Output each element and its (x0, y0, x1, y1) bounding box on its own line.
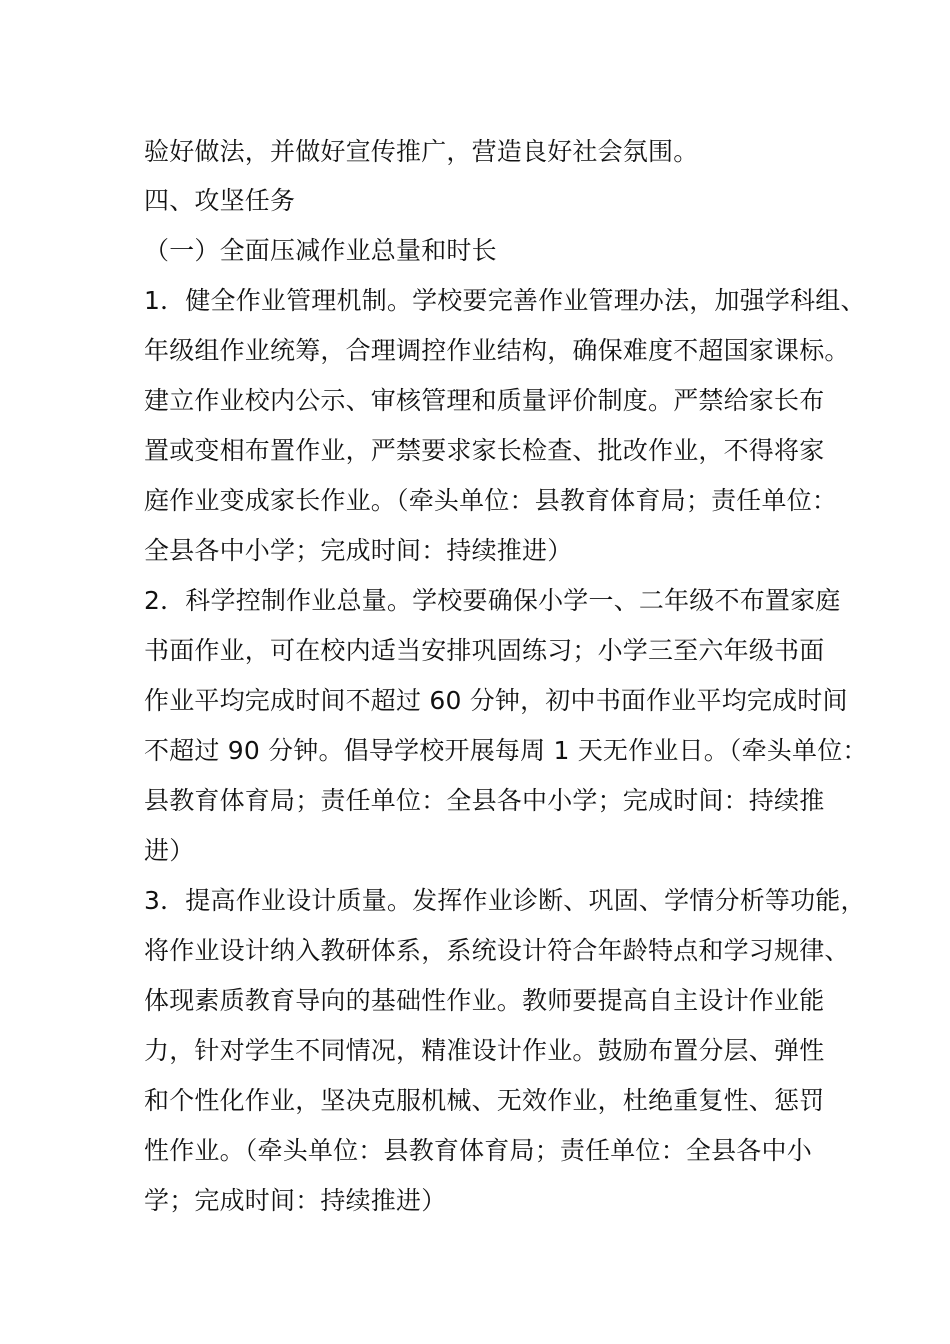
text-line-5: 年级组作业统筹，合理调控作业结构，确保难度不超国家课标。 (144, 336, 850, 365)
text-line-13: 不超过 90 分钟。倡导学校开展每周 1 天无作业日。（牵头单位： (144, 736, 868, 765)
text-line-12: 作业平均完成时间不超过 60 分钟，初中书面作业平均完成时间 (144, 686, 848, 715)
text-line-19: 力，针对学生不同情况，精准设计作业。鼓励布置分层、弹性 (144, 1036, 825, 1065)
section-heading: 四、攻坚任务 (144, 186, 296, 215)
text-line-16: 3．提高作业设计质量。发挥作业诊断、巩固、学情分析等功能， (144, 886, 866, 915)
text-line-8: 庭作业变成家长作业。（牵头单位：县教育体育局；责任单位： (144, 486, 838, 515)
text-line-10: 2．科学控制作业总量。学校要确保小学一、二年级不布置家庭 (144, 586, 841, 615)
text-line-21: 性作业。（牵头单位：县教育体育局；责任单位：全县各中小 (144, 1136, 812, 1165)
text-line-14: 县教育体育局；责任单位：全县各中小学；完成时间：持续推 (144, 786, 825, 815)
text-line-18: 体现素质教育导向的基础性作业。教师要提高自主设计作业能 (144, 986, 825, 1015)
text-line-6: 建立作业校内公示、审核管理和质量评价制度。严禁给家长布 (144, 386, 825, 415)
text-line-4: 1．健全作业管理机制。学校要完善作业管理办法，加强学科组、 (144, 286, 866, 315)
text-line-7: 置或变相布置作业，严禁要求家长检查、批改作业，不得将家 (144, 436, 825, 465)
text-line-20: 和个性化作业，坚决克服机械、无效作业，杜绝重复性、惩罚 (144, 1086, 825, 1115)
text-line-11: 书面作业，可在校内适当安排巩固练习；小学三至六年级书面 (144, 636, 825, 665)
subsection-heading: （一）全面压减作业总量和时长 (144, 236, 497, 265)
text-line-1: 验好做法，并做好宣传推广，营造良好社会氛围。 (144, 137, 699, 166)
text-line-15: 进） (144, 836, 195, 865)
text-line-9: 全县各中小学；完成时间：持续推进） (144, 536, 573, 565)
text-line-17: 将作业设计纳入教研体系，系统设计符合年龄特点和学习规律、 (144, 936, 850, 965)
text-line-22: 学；完成时间：持续推进） (144, 1186, 447, 1215)
